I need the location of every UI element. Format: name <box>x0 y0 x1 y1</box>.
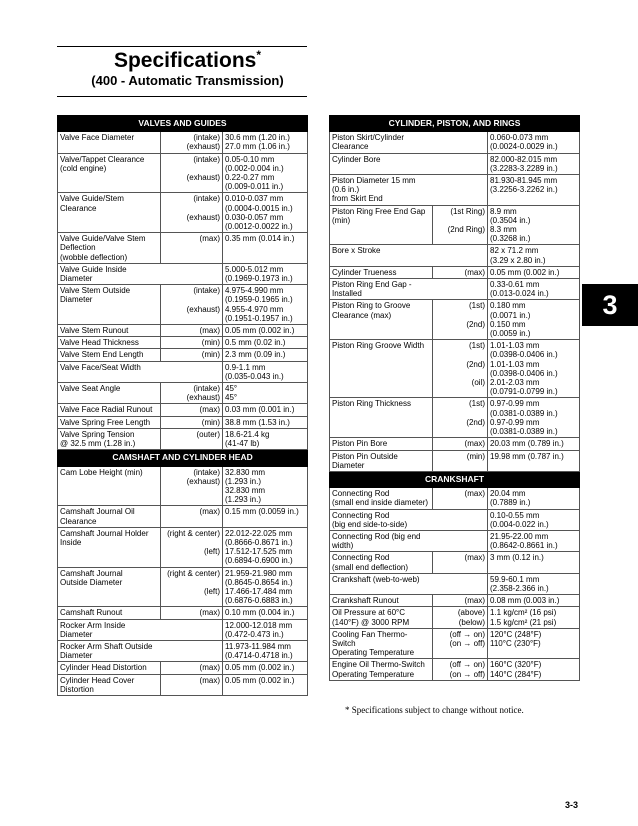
spec-label: Piston Ring Groove Width <box>330 340 433 398</box>
spec-qualifier: (min) <box>161 337 223 349</box>
section-header: VALVES AND GUIDES <box>58 116 308 132</box>
spec-value: 0.05 mm (0.002 in.) <box>488 266 580 278</box>
spec-row <box>330 245 580 266</box>
chapter-tab: 3 <box>582 284 638 326</box>
spec-qualifier: (right & center) (left) <box>161 527 223 567</box>
spec-label: Rocker Arm Inside Diameter <box>58 619 161 640</box>
spec-value: 120°C (248°F) 110°C (230°F) <box>488 628 580 659</box>
spec-qualifier: (off → on) (on → off) <box>433 628 488 659</box>
spec-label: Valve Spring Free Length <box>58 416 161 428</box>
spec-label: Oil Pressure at 60°C (140°F) @ 3000 RPM <box>330 607 433 628</box>
title-rule-top <box>57 46 307 47</box>
spec-value: 81.930-81.945 mm (3.2256-3.2262 in.) <box>488 175 580 206</box>
spec-qualifier <box>433 245 488 266</box>
spec-qualifier: (outer) <box>161 428 223 449</box>
spec-qualifier: (max) <box>433 552 488 573</box>
spec-label: Piston Ring to Groove Clearance (max) <box>330 300 433 340</box>
section-header-row <box>330 471 580 487</box>
spec-label: Crankshaft Runout <box>330 595 433 607</box>
spec-row <box>330 573 580 594</box>
spec-label: Valve Seat Angle <box>58 383 161 404</box>
spec-qualifier <box>433 132 488 153</box>
spec-row <box>58 153 308 193</box>
spec-label: Camshaft Journal Holder Inside <box>58 527 161 567</box>
spec-qualifier: (right & center) (left) <box>161 567 223 607</box>
spec-row <box>58 285 308 325</box>
spec-row <box>58 527 308 567</box>
spec-label: Connecting Rod (big end width) <box>330 530 433 551</box>
spec-qualifier: (min) <box>161 416 223 428</box>
title-rule-bottom <box>57 96 307 97</box>
spec-row <box>58 337 308 349</box>
spec-label: Camshaft Journal Oil Clearance <box>58 506 161 527</box>
spec-qualifier: (max) <box>161 607 223 619</box>
spec-row <box>330 300 580 340</box>
left-spec-table <box>57 115 308 696</box>
spec-value: 5.000-5.012 mm (0.1969-0.1973 in.) <box>223 263 308 284</box>
spec-qualifier <box>161 640 223 661</box>
spec-row <box>330 607 580 628</box>
spec-row <box>330 175 580 206</box>
spec-row <box>330 340 580 398</box>
spec-label: Cooling Fan Thermo-Switch Operating Temperature <box>330 628 433 659</box>
spec-label: Valve Guide Inside Diameter <box>58 263 161 284</box>
spec-qualifier: (intake) (exhaust) <box>161 285 223 325</box>
spec-label: Engine Oil Thermo-Switch Operating Temperature <box>330 659 433 680</box>
spec-qualifier: (1st) (2nd) <box>433 300 488 340</box>
spec-value: 0.05 mm (0.002 in.) <box>223 325 308 337</box>
spec-value: 0.05 mm (0.002 in.) <box>223 662 308 674</box>
section-header-row <box>58 450 308 466</box>
spec-label: Valve Stem End Length <box>58 349 161 361</box>
spec-label: Piston Pin Bore <box>330 438 433 450</box>
spec-row <box>58 132 308 153</box>
spec-row <box>58 383 308 404</box>
spec-row <box>330 628 580 659</box>
spec-label: Camshaft Journal Outside Diameter <box>58 567 161 607</box>
spec-row <box>58 428 308 449</box>
spec-label: Valve Face Diameter <box>58 132 161 153</box>
spec-row <box>330 153 580 174</box>
spec-value: 0.10-0.55 mm (0.004-0.022 in.) <box>488 509 580 530</box>
spec-row <box>58 506 308 527</box>
spec-row <box>58 619 308 640</box>
spec-qualifier: (max) <box>433 595 488 607</box>
spec-value: 19.98 mm (0.787 in.) <box>488 450 580 471</box>
spec-label: Cylinder Bore <box>330 153 433 174</box>
spec-value: 0.05 mm (0.002 in.) <box>223 674 308 695</box>
spec-row <box>330 595 580 607</box>
spec-value: 1.1 kg/cm² (16 psi) 1.5 kg/cm² (21 psi) <box>488 607 580 628</box>
spec-label: Connecting Rod (big end side-to-side) <box>330 509 433 530</box>
spec-qualifier <box>433 530 488 551</box>
spec-value: 0.97-0.99 mm (0.0381-0.0389 in.) 0.97-0.99 mm (0.0381-0.0389 in.) <box>488 398 580 438</box>
page-title: Specifications* <box>113 48 262 72</box>
spec-row <box>330 509 580 530</box>
spec-value: 22.012-22.025 mm (0.8666-0.8671 in.) 17.512-17.525 mm (0.6894-0.6900 in.) <box>223 527 308 567</box>
spec-value: 2.3 mm (0.09 in.) <box>223 349 308 361</box>
page-subtitle: (400 - Automatic Transmission) <box>91 73 284 88</box>
spec-value: 0.33-0.61 mm (0.013-0.024 in.) <box>488 279 580 300</box>
spec-label: Valve/Tappet Clearance (cold engine) <box>58 153 161 193</box>
spec-row <box>58 466 308 506</box>
spec-value: 30.6 mm (1.20 in.) 27.0 mm (1.06 in.) <box>223 132 308 153</box>
spec-row <box>58 567 308 607</box>
spec-qualifier: (max) <box>433 488 488 509</box>
spec-value: 18.6-21.4 kg (41-47 lb) <box>223 428 308 449</box>
spec-label: Piston Ring Thickness <box>330 398 433 438</box>
spec-label: Valve Guide/Stem Clearance <box>58 193 161 233</box>
spec-qualifier: (1st) (2nd) (oil) <box>433 340 488 398</box>
spec-row <box>58 233 308 264</box>
spec-qualifier: (intake) (exhaust) <box>161 193 223 233</box>
spec-value: 0.10 mm (0.004 in.) <box>223 607 308 619</box>
section-header-row <box>58 116 308 132</box>
spec-qualifier: (max) <box>161 506 223 527</box>
spec-label: Valve Stem Runout <box>58 325 161 337</box>
spec-qualifier: (off → on) (on → off) <box>433 659 488 680</box>
spec-qualifier <box>161 619 223 640</box>
spec-row <box>58 325 308 337</box>
spec-qualifier: (intake) (exhaust) <box>161 466 223 506</box>
spec-value: 0.35 mm (0.014 in.) <box>223 233 308 264</box>
spec-row <box>330 488 580 509</box>
spec-row <box>58 263 308 284</box>
spec-row <box>330 552 580 573</box>
spec-value: 3 mm (0.12 in.) <box>488 552 580 573</box>
spec-qualifier <box>433 175 488 206</box>
spec-row <box>330 530 580 551</box>
spec-qualifier <box>433 509 488 530</box>
spec-row <box>330 205 580 245</box>
spec-row <box>58 662 308 674</box>
section-header: CAMSHAFT AND CYLINDER HEAD <box>58 450 308 466</box>
spec-label: Cylinder Trueness <box>330 266 433 278</box>
spec-value: 8.9 mm (0.3504 in.) 8.3 mm (0.3268 in.) <box>488 205 580 245</box>
spec-value: 21.959-21.980 mm (0.8645-0.8654 in.) 17.466-17.484 mm (0.6876-0.6883 in.) <box>223 567 308 607</box>
spec-row <box>58 416 308 428</box>
spec-label: Piston Pin Outside Diameter <box>330 450 433 471</box>
spec-value: 0.9-1.1 mm (0.035-0.043 in.) <box>223 361 308 382</box>
spec-value: 4.975-4.990 mm (0.1959-0.1965 in.) 4.955-4.970 mm (0.1951-0.1957 in.) <box>223 285 308 325</box>
spec-value: 20.03 mm (0.789 in.) <box>488 438 580 450</box>
spec-label: Valve Stem Outside Diameter <box>58 285 161 325</box>
spec-value: 82 x 71.2 mm (3.29 x 2.80 in.) <box>488 245 580 266</box>
spec-value: 0.05-0.10 mm (0.002-0.004 in.) 0.22-0.27 mm (0.009-0.011 in.) <box>223 153 308 193</box>
spec-value: 0.010-0.037 mm (0.0004-0.0015 in.) 0.030-0.057 mm (0.0012-0.0022 in.) <box>223 193 308 233</box>
spec-qualifier: (intake) (exhaust) <box>161 132 223 153</box>
spec-label: Camshaft Runout <box>58 607 161 619</box>
spec-label: Connecting Rod (small end inside diameter) <box>330 488 433 509</box>
spec-value: 32.830 mm (1.293 in.) 32.830 mm (1.293 in.) <box>223 466 308 506</box>
spec-value: 21.95-22.00 mm (0.8642-0.8661 in.) <box>488 530 580 551</box>
spec-label: Valve Guide/Valve Stem Deflection (wobble deflection) <box>58 233 161 264</box>
spec-qualifier: (min) <box>433 450 488 471</box>
spec-row <box>58 404 308 416</box>
spec-value: 11.973-11.984 mm (0.4714-0.4718 in.) <box>223 640 308 661</box>
spec-qualifier: (min) <box>161 349 223 361</box>
spec-qualifier <box>433 279 488 300</box>
page-number: 3-3 <box>565 800 579 810</box>
spec-value: 82.000-82.015 mm (3.2283-3.2289 in.) <box>488 153 580 174</box>
section-header-row <box>330 116 580 132</box>
spec-value: 45° 45° <box>223 383 308 404</box>
spec-value: 0.180 mm (0.0071 in.) 0.150 mm (0.0059 in.) <box>488 300 580 340</box>
footnote: * Specifications subject to change without notice. <box>345 705 524 715</box>
spec-value: 0.060-0.073 mm (0.0024-0.0029 in.) <box>488 132 580 153</box>
spec-value: 59.9-60.1 mm (2.358-2.366 in.) <box>488 573 580 594</box>
spec-row <box>58 640 308 661</box>
spec-qualifier: (max) <box>161 404 223 416</box>
spec-value: 0.5 mm (0.02 in.) <box>223 337 308 349</box>
spec-row <box>330 266 580 278</box>
spec-qualifier: (1st) (2nd) <box>433 398 488 438</box>
spec-label: Cam Lobe Height (min) <box>58 466 161 506</box>
spec-value: 0.15 mm (0.0059 in.) <box>223 506 308 527</box>
spec-row <box>330 398 580 438</box>
spec-qualifier: (max) <box>161 662 223 674</box>
spec-label: Rocker Arm Shaft Outside Diameter <box>58 640 161 661</box>
spec-row <box>330 450 580 471</box>
spec-label: Valve Face Radial Runout <box>58 404 161 416</box>
section-header: CRANKSHAFT <box>330 471 580 487</box>
spec-qualifier: (max) <box>161 674 223 695</box>
spec-qualifier: (1st Ring) (2nd Ring) <box>433 205 488 245</box>
spec-label: Piston Ring End Gap - Installed <box>330 279 433 300</box>
spec-qualifier <box>161 263 223 284</box>
spec-label: Crankshaft (web-to-web) <box>330 573 433 594</box>
spec-qualifier <box>161 361 223 382</box>
spec-row <box>330 659 580 680</box>
spec-row <box>58 193 308 233</box>
section-header: CYLINDER, PISTON, AND RINGS <box>330 116 580 132</box>
spec-qualifier <box>433 573 488 594</box>
spec-row <box>58 349 308 361</box>
spec-value: 0.08 mm (0.003 in.) <box>488 595 580 607</box>
spec-qualifier: (max) <box>433 438 488 450</box>
spec-qualifier <box>433 153 488 174</box>
spec-qualifier: (max) <box>161 325 223 337</box>
spec-row <box>330 132 580 153</box>
spec-row <box>58 361 308 382</box>
right-spec-table <box>329 115 580 681</box>
spec-label: Bore x Stroke <box>330 245 433 266</box>
spec-label: Connecting Rod (small end deflection) <box>330 552 433 573</box>
spec-label: Valve Head Thickness <box>58 337 161 349</box>
spec-value: 12.000-12.018 mm (0.472-0.473 in.) <box>223 619 308 640</box>
spec-row <box>58 607 308 619</box>
title-asterisk: * <box>256 48 262 62</box>
spec-qualifier: (intake) (exhaust) <box>161 153 223 193</box>
spec-label: Piston Skirt/Cylinder Clearance <box>330 132 433 153</box>
spec-label: Valve Face/Seat Width <box>58 361 161 382</box>
spec-value: 20.04 mm (0.7889 in.) <box>488 488 580 509</box>
spec-row <box>58 674 308 695</box>
spec-value: 0.03 mm (0.001 in.) <box>223 404 308 416</box>
spec-qualifier: (above) (below) <box>433 607 488 628</box>
spec-label: Cylinder Head Cover Distortion <box>58 674 161 695</box>
spec-qualifier: (max) <box>433 266 488 278</box>
spec-label: Piston Diameter 15 mm (0.6 in.) from Skirt End <box>330 175 433 206</box>
spec-row <box>330 438 580 450</box>
spec-label: Cylinder Head Distortion <box>58 662 161 674</box>
spec-label: Piston Ring Free End Gap (min) <box>330 205 433 245</box>
spec-value: 160°C (320°F) 140°C (284°F) <box>488 659 580 680</box>
spec-qualifier: (max) <box>161 233 223 264</box>
spec-label: Valve Spring Tension @ 32.5 mm (1.28 in.) <box>58 428 161 449</box>
spec-row <box>330 279 580 300</box>
spec-qualifier: (intake) (exhaust) <box>161 383 223 404</box>
spec-value: 38.8 mm (1.53 in.) <box>223 416 308 428</box>
spec-value: 1.01-1.03 mm (0.0398-0.0406 in.) 1.01-1.03 mm (0.0398-0.0406 in.) 2.01-2.03 mm (0.0791-0.0799 in.) <box>488 340 580 398</box>
